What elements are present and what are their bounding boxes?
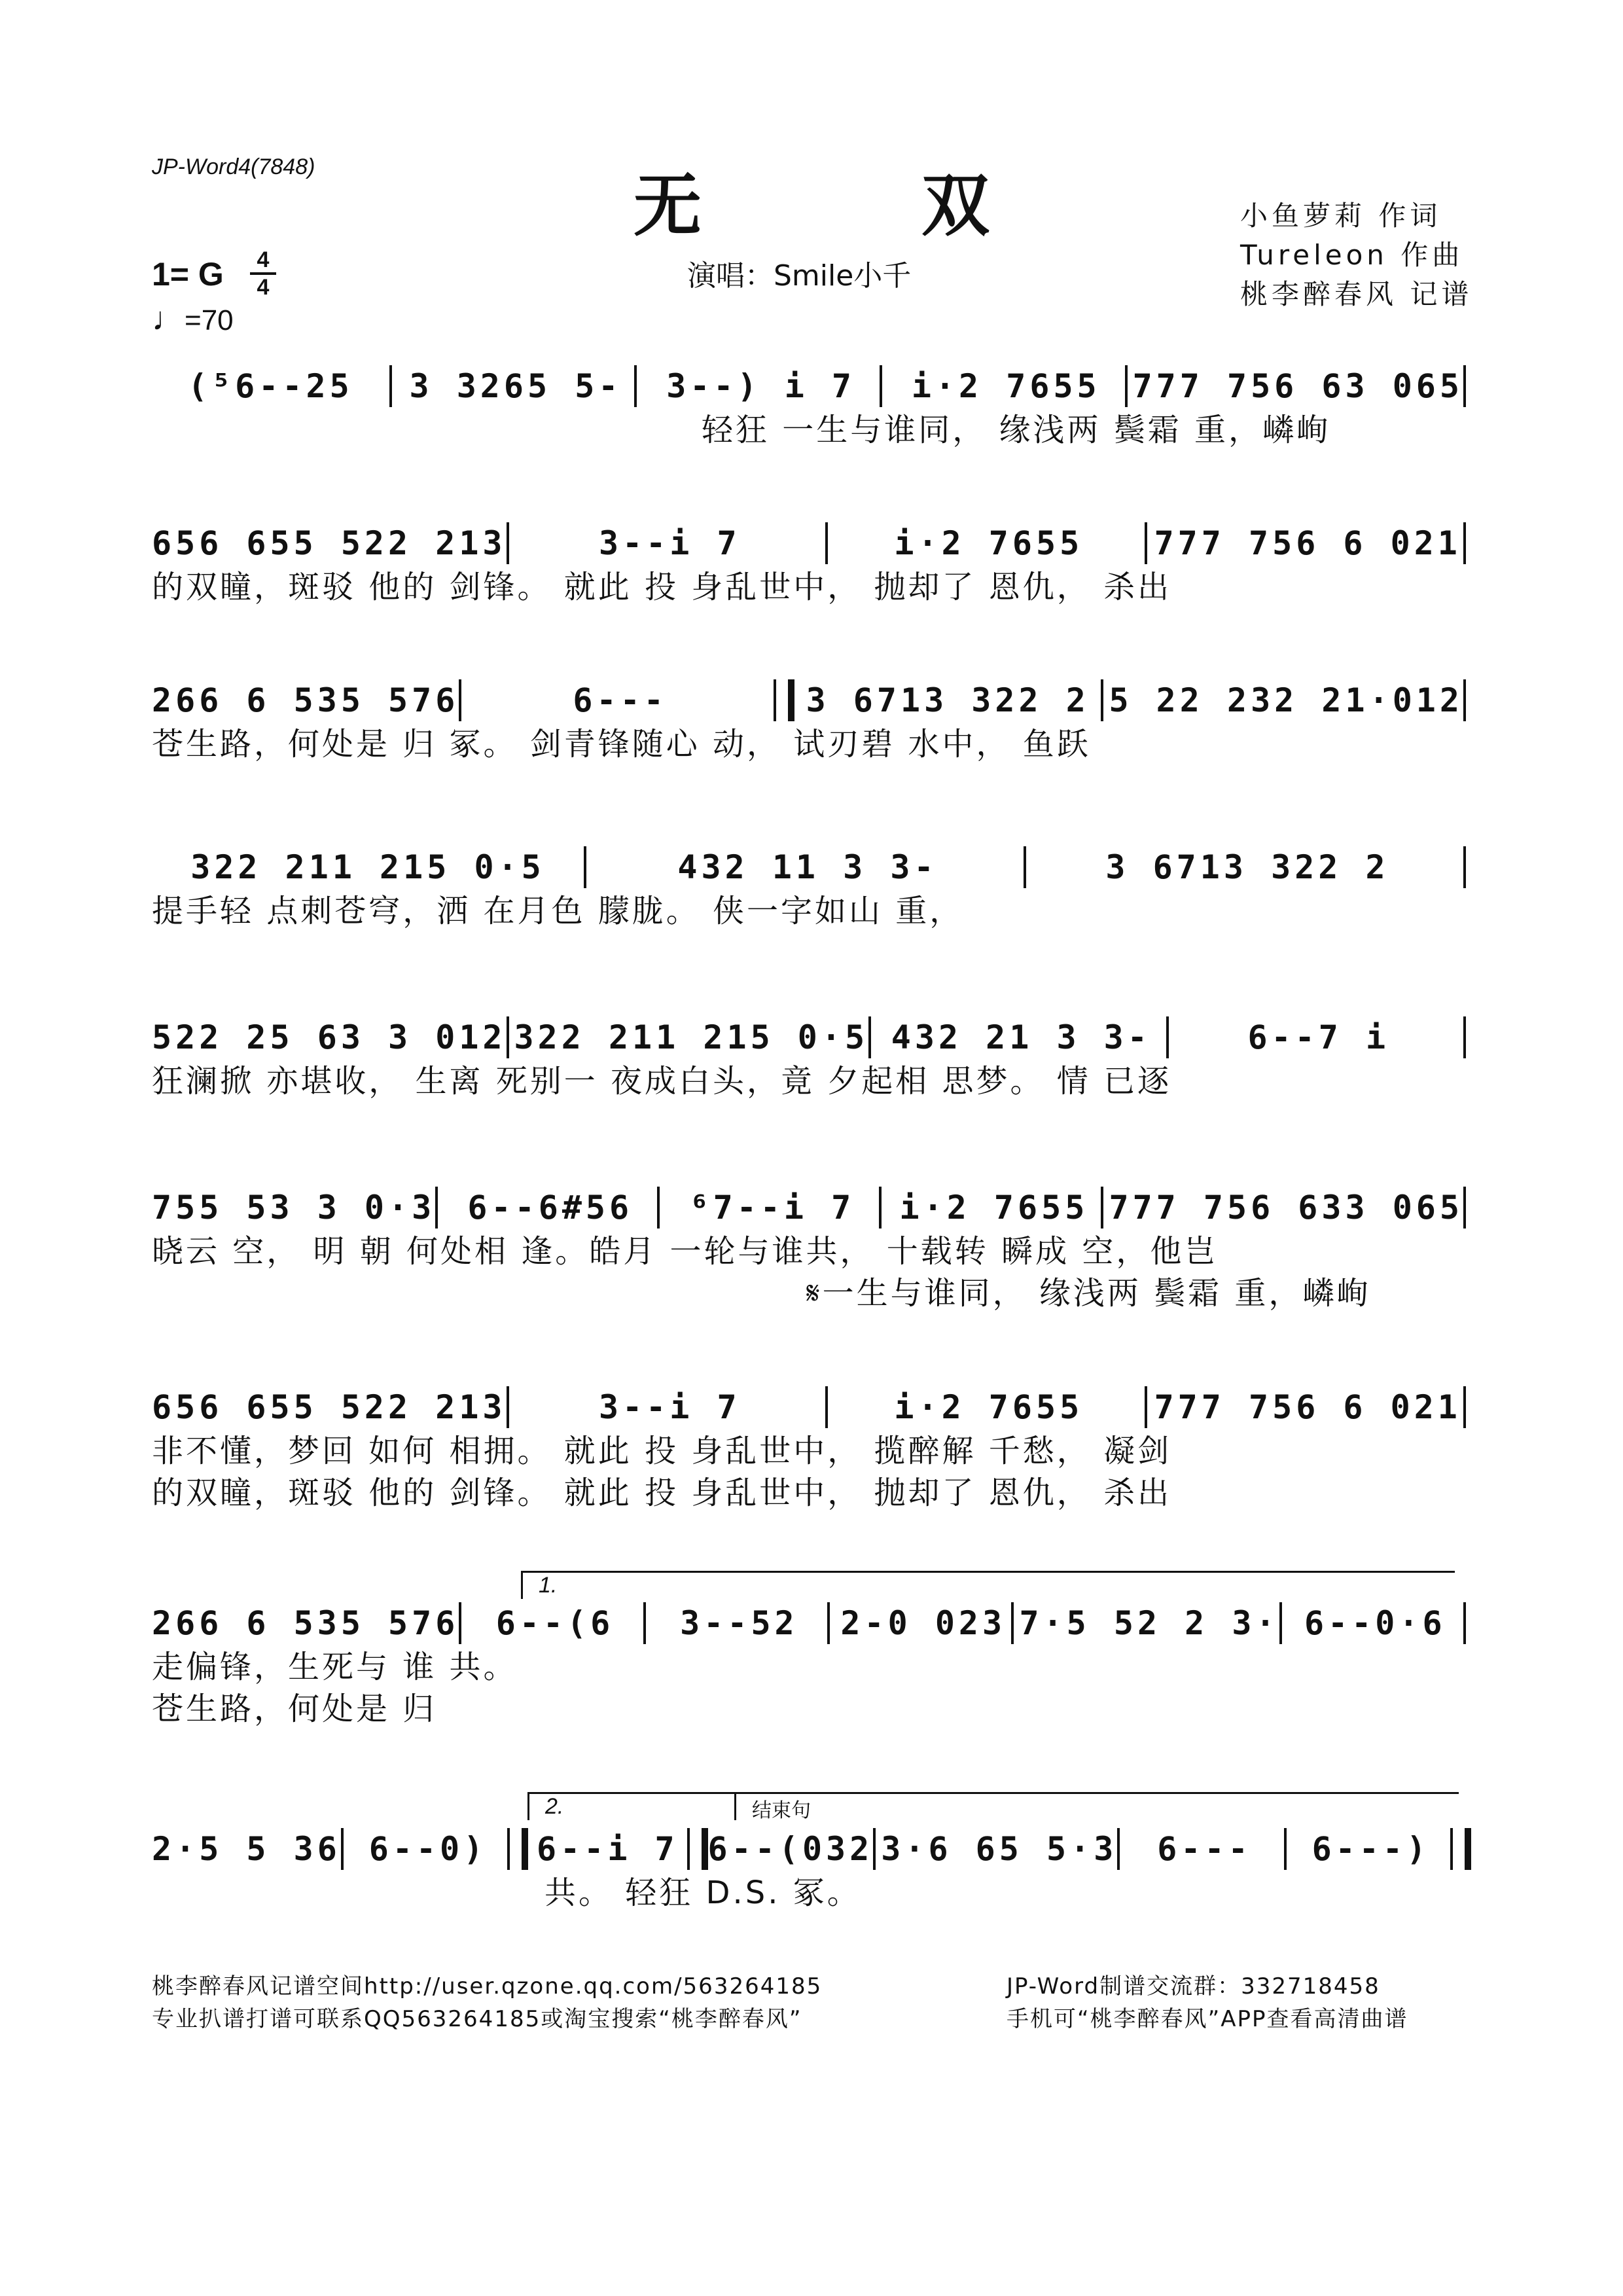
- measure: (⁵6--25: [187, 367, 353, 405]
- measure: 266 6 535 576: [152, 1604, 459, 1642]
- barline: [507, 522, 514, 564]
- barline: [1101, 679, 1109, 721]
- barline: [657, 1187, 665, 1229]
- measure: 5 22 232 21·012: [1109, 681, 1464, 719]
- measure: 6--(032: [707, 1830, 874, 1868]
- measure: 6---): [1311, 1830, 1431, 1868]
- measure: 3·6 65 5·3: [881, 1830, 1118, 1868]
- barline: [1463, 846, 1471, 888]
- barline: [880, 365, 887, 407]
- measure: 432 21 3 3-: [891, 1018, 1151, 1056]
- lyric-line: 晓云 空， 明 朝 何处相 逢。皓月 一轮与谁共， 十载转 瞬成 空，他岂: [152, 1233, 1219, 1270]
- measure: 6--7 i: [1247, 1018, 1390, 1056]
- footer-website: 桃李醉春风记谱空间http://user.qzone.qq.com/563264185: [152, 1973, 823, 2000]
- barline: [1145, 1386, 1152, 1428]
- barline: [1463, 1602, 1471, 1644]
- lyric-line: 非不懂，梦回 如何 相拥。 就此 投 身乱世中， 揽醉解 千愁， 凝剑: [152, 1433, 1172, 1469]
- barline: [1463, 1187, 1471, 1229]
- notation-row: [152, 520, 1471, 566]
- barline: [643, 1602, 651, 1644]
- footer-group: JP-Word制谱交流群：332718458: [1007, 1973, 1380, 2000]
- meter-bottom: 4: [257, 275, 270, 300]
- barline: [1279, 1602, 1287, 1644]
- barline: [1166, 1016, 1174, 1058]
- score-system-7: [152, 1384, 1471, 1514]
- second-ending-bracket: [527, 1792, 741, 1820]
- quarter-note-icon: ♩: [152, 300, 185, 337]
- barline: [584, 846, 592, 888]
- lyric-line: 的双瞳，斑驳 他的 剑锋。 就此 投 身乱世中， 抛却了 恩仇， 杀出: [152, 569, 1172, 605]
- credits-block: [1240, 196, 1472, 314]
- measure: 777 756 6 021: [1154, 1388, 1461, 1426]
- lyricist-credit: 小鱼萝莉 作词: [1240, 200, 1442, 232]
- score-system-5: [152, 1014, 1471, 1102]
- ending-label: 结束句: [752, 1799, 811, 1822]
- lyric-line-repeat: 𝄋一生与谁同， 缘浅两 鬓霜 重，嶙峋: [806, 1275, 1371, 1312]
- notation-row: [152, 1600, 1471, 1646]
- measure: 322 211 215 0·5: [514, 1018, 869, 1056]
- barline: [1101, 1187, 1109, 1229]
- footer-right: [1007, 1970, 1408, 2036]
- measure: 755 53 3 0·3: [152, 1189, 436, 1227]
- barline: [1463, 1386, 1471, 1428]
- repeat-start-barline: [774, 679, 794, 721]
- ending-phrase-bracket: [734, 1792, 1459, 1820]
- barline: [634, 365, 642, 407]
- composer-credit: Tureleon 作曲: [1240, 239, 1464, 271]
- volta-label: 2.: [545, 1794, 564, 1819]
- barline: [1463, 679, 1471, 721]
- score-system-3: [152, 677, 1471, 765]
- score-system-9: [152, 1826, 1471, 1914]
- measure: 6---: [573, 681, 668, 719]
- measure: ⁶7--i 7: [689, 1189, 855, 1227]
- measure: 6---: [1157, 1830, 1252, 1868]
- measure: i·2 7655: [899, 1189, 1089, 1227]
- time-signature: [250, 249, 276, 298]
- measure: 6--0·6: [1304, 1604, 1446, 1642]
- singer-credit: 演唱：Smile小千: [687, 259, 912, 293]
- notation-row: [152, 1014, 1471, 1060]
- footer-left: [152, 1970, 822, 2036]
- score-system-2: [152, 520, 1471, 608]
- measure: 3--i 7: [598, 524, 741, 562]
- notation-row: [152, 1826, 1471, 1872]
- meter-top: 4: [257, 247, 270, 272]
- measure: 6--0): [368, 1830, 488, 1868]
- barline: [1145, 522, 1152, 564]
- barline: [341, 1828, 349, 1870]
- barline: [868, 1016, 876, 1058]
- lyric-line-repeat: 苍生路，何处是 归: [152, 1691, 437, 1727]
- measure: 656 655 522 213: [152, 524, 507, 562]
- measure: 777 756 633 065: [1109, 1189, 1464, 1227]
- barline: [879, 1187, 887, 1229]
- barline: [435, 1187, 443, 1229]
- measure: i·2 7655: [894, 524, 1084, 562]
- tempo-marking: [152, 300, 234, 338]
- final-barline: [1450, 1828, 1471, 1870]
- measure: 2·5 5 36: [152, 1830, 341, 1868]
- notation-row: [152, 677, 1471, 723]
- first-ending-bracket: [521, 1571, 1455, 1599]
- measure: 7·5 52 2 3·: [1019, 1604, 1279, 1642]
- barline: [389, 365, 397, 407]
- measure: 6--i 7: [537, 1830, 679, 1868]
- barline: [507, 1016, 514, 1058]
- notation-row: [152, 1384, 1471, 1430]
- measure: 266 6 535 576: [152, 681, 459, 719]
- measure: 3 6713 322 2: [1105, 848, 1389, 886]
- barline: [507, 1386, 514, 1428]
- measure: i·2 7655: [894, 1388, 1084, 1426]
- tempo-value: =70: [185, 304, 234, 336]
- barline: [873, 1828, 881, 1870]
- measure: 3 6713 322 2: [806, 681, 1090, 719]
- score-system-4: [152, 844, 1471, 932]
- lyric-line: 苍生路，何处是 归 冢。 剑青锋随心 动， 试刃碧 水中， 鱼跃: [152, 726, 1091, 762]
- score-system-6: [152, 1185, 1471, 1314]
- barline: [1463, 1016, 1471, 1058]
- measure: 522 25 63 3 012: [152, 1018, 507, 1056]
- measure: 2-0 023: [840, 1604, 1007, 1642]
- measure: 777 756 6 021: [1154, 524, 1461, 562]
- notation-row: [152, 844, 1471, 890]
- lyric-line-repeat: 的双瞳，斑驳 他的 剑锋。 就此 投 身乱世中， 抛却了 恩仇， 杀出: [152, 1475, 1172, 1511]
- song-title: 无 双: [633, 166, 1088, 245]
- lyric-line: 走偏锋，生死与 谁 共。: [152, 1649, 518, 1685]
- barline: [1117, 1828, 1125, 1870]
- repeat-end-barline: [507, 1828, 528, 1870]
- measure: 3--i 7: [598, 1388, 741, 1426]
- lyric-line: 轻狂 一生与谁同， 缘浅两 鬓霜 重，嶙峋: [702, 412, 1331, 448]
- measure: 3--) i 7: [666, 367, 856, 405]
- notation-row: [152, 1185, 1471, 1230]
- measure: 3--52: [680, 1604, 798, 1642]
- barline: [825, 522, 833, 564]
- barline: [1463, 522, 1471, 564]
- notation-row: [152, 363, 1471, 409]
- measure: 656 655 522 213: [152, 1388, 507, 1426]
- measure: 3 3265 5-: [409, 367, 622, 405]
- barline: [459, 679, 467, 721]
- measure: 322 211 215 0·5: [190, 848, 545, 886]
- footer-contact: 专业扒谱打谱可联系QQ563264185或淘宝搜索“桃李醉春风”: [152, 2006, 802, 2032]
- lyric-line: 提手轻 点刺苍穹，洒 在月色 朦胧。 侠一字如山 重，: [152, 893, 964, 929]
- key-signature: 1= G: [152, 256, 224, 293]
- barline: [1125, 365, 1133, 407]
- lyric-line: 狂澜掀 亦堪收， 生离 死别一 夜成白头，竟 夕起相 思梦。 情 已逐: [152, 1063, 1172, 1100]
- lyric-line: 共。 轻狂 D.S. 冢。: [544, 1874, 861, 1911]
- barline: [1011, 1602, 1019, 1644]
- barline: [459, 1602, 467, 1644]
- software-label: JP-Word4(7848): [152, 154, 315, 179]
- barline: [827, 1602, 835, 1644]
- measure: 777 756 63 065: [1132, 367, 1463, 405]
- footer-app: 手机可“桃李醉春风”APP查看高清曲谱: [1007, 2006, 1408, 2032]
- measure: i·2 7655: [911, 367, 1101, 405]
- measure: 432 11 3 3-: [677, 848, 938, 886]
- score-system-1: [152, 363, 1471, 451]
- barline: [825, 1386, 833, 1428]
- barline: [1284, 1828, 1292, 1870]
- transcriber-credit: 桃李醉春风 记谱: [1240, 278, 1473, 310]
- volta-label: 1.: [539, 1573, 558, 1598]
- barline: [1024, 846, 1031, 888]
- score-system-8: [152, 1600, 1471, 1730]
- measure: 6--6#56: [467, 1189, 633, 1227]
- measure: 6--(6: [495, 1604, 615, 1642]
- barline: [1463, 365, 1471, 407]
- double-barline: [687, 1828, 708, 1870]
